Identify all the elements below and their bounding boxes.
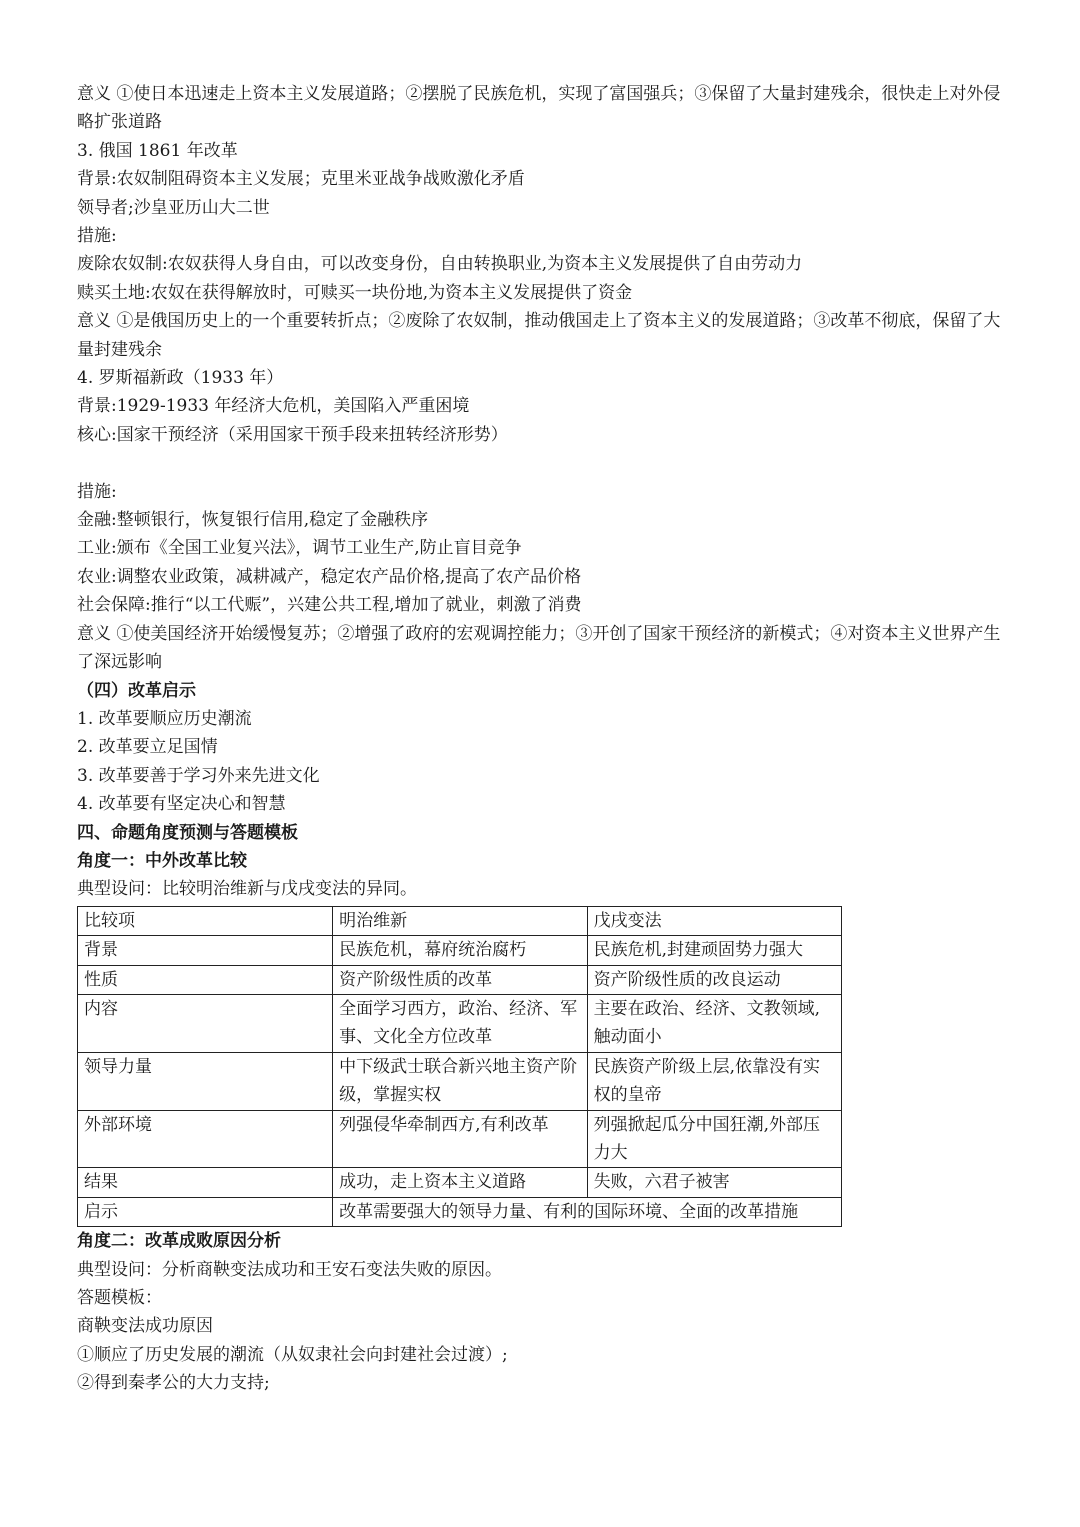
table-row xyxy=(78,965,842,994)
table-row xyxy=(78,1168,842,1197)
japan-significance: 意义 ①使日本迅速走上资本主义发展道路；②摆脱了民族危机，实现了富国强兵；③保留了大量封建残余，很快走上对外侵略扩张道路 xyxy=(77,84,1001,133)
table-cell: 失败，六君子被害 xyxy=(587,1168,841,1197)
angle1-question: 典型设问：比较明治维新与戊戌变法的异同。 xyxy=(77,879,417,900)
table-cell: 性质 xyxy=(78,965,333,994)
table-cell: 启示 xyxy=(78,1197,333,1226)
table-cell: 全面学习西方，政治、经济、军事、文化全方位改革 xyxy=(333,994,587,1052)
table-cell: 列强掀起瓜分中国狂潮,外部压力大 xyxy=(587,1110,841,1168)
table-cell: 领导力量 xyxy=(78,1052,333,1110)
blank-line xyxy=(77,449,1007,477)
table-header-cell: 比较项 xyxy=(78,906,333,935)
new-deal-significance: 意义 ①使美国经济开始缓慢复苏；②增强了政府的宏观调控能力；③开创了国家干预经济的新模式；④对资本主义世界产生了深远影响 xyxy=(77,623,1001,673)
angle2-heading: 角度二：改革成败原因分析 xyxy=(77,1231,281,1252)
new-deal-core: 核心:国家干预经济（采用国家干预手段来扭转经济形势） xyxy=(77,424,508,445)
table-row xyxy=(78,1197,842,1226)
new-deal-social-security: 社会保障:推行“以工代赈”，兴建公共工程,增加了就业，刺激了消费 xyxy=(77,595,582,616)
new-deal-industry: 工业:颁布《全国工业复兴法》，调节工业生产,防止盲目竞争 xyxy=(77,538,522,559)
angle2-question: 典型设问：分析商鞅变法成功和王安石变法失败的原因。 xyxy=(77,1259,502,1280)
section4-item-4: 4. 改革要有坚定决心和智慧 xyxy=(77,794,286,815)
table-row xyxy=(78,994,842,1052)
russia-measures-label: 措施: xyxy=(77,226,117,247)
document-page xyxy=(77,80,1007,1398)
section4-heading: （四）改革启示 xyxy=(77,680,196,701)
shang-yang-success-heading: 商鞅变法成功原因 xyxy=(77,1316,213,1337)
russia-measure-serfdom: 废除农奴制:农奴获得人身自由，可以改变身份，自由转换职业,为资本主义发展提供了自由劳动力 xyxy=(77,254,803,275)
russia-significance: 意义 ①是俄国历史上的一个重要转折点；②废除了农奴制，推动俄国走上了资本主义的发展道路；③改革不彻底，保留了大量封建残余 xyxy=(77,311,1001,360)
new-deal-finance: 金融:整顿银行，恢复银行信用,稳定了金融秩序 xyxy=(77,510,429,531)
table-header-row xyxy=(78,906,842,935)
answer-template-label: 答题模板： xyxy=(77,1288,162,1309)
table-cell: 结果 xyxy=(78,1168,333,1197)
new-deal-background: 背景:1929-1933 年经济大危机，美国陷入严重困境 xyxy=(77,396,470,417)
part4-heading: 四、命题角度预测与答题模板 xyxy=(77,822,298,843)
new-deal-agriculture: 农业:调整农业政策，减耕减产，稳定农产品价格,提高了农产品价格 xyxy=(77,566,582,587)
new-deal-measures-label: 措施: xyxy=(77,481,117,502)
table-cell: 背景 xyxy=(78,936,333,965)
table-cell: 主要在政治、经济、文教领域,触动面小 xyxy=(587,994,841,1052)
table-cell: 民族危机,封建顽固势力强大 xyxy=(587,936,841,965)
table-cell: 外部环境 xyxy=(78,1110,333,1168)
table-cell: 民族危机，幕府统治腐朽 xyxy=(333,936,587,965)
table-cell: 内容 xyxy=(78,994,333,1052)
section4-item-2: 2. 改革要立足国情 xyxy=(77,737,218,758)
russia-leader: 领导者;沙皇亚历山大二世 xyxy=(77,197,270,218)
success-reason-2: ②得到秦孝公的大力支持; xyxy=(77,1373,270,1394)
table-cell: 民族资产阶级上层,依靠没有实权的皇帝 xyxy=(587,1052,841,1110)
comparison-table xyxy=(77,906,842,1227)
table-cell: 列强侵华牵制西方,有利改革 xyxy=(333,1110,587,1168)
success-reason-1: ①顺应了历史发展的潮流（从奴隶社会向封建社会过渡）; xyxy=(77,1344,508,1365)
russia-reform-heading: 3. 俄国 1861 年改革 xyxy=(77,140,238,161)
russia-background: 背景:农奴制阻碍资本主义发展；克里米亚战争战败激化矛盾 xyxy=(77,169,525,190)
table-row xyxy=(78,1110,842,1168)
table-cell: 资产阶级性质的改良运动 xyxy=(587,965,841,994)
table-row xyxy=(78,1052,842,1110)
table-row xyxy=(78,936,842,965)
new-deal-heading: 4. 罗斯福新政（1933 年） xyxy=(77,368,284,389)
table-cell-merged: 改革需要强大的领导力量、有利的国际环境、全面的改革措施 xyxy=(333,1197,842,1226)
russia-measure-land: 赎买土地:农奴在获得解放时，可赎买一块份地,为资本主义发展提供了资金 xyxy=(77,282,633,303)
angle1-heading: 角度一：中外改革比较 xyxy=(77,850,247,871)
table-cell: 中下级武士联合新兴地主资产阶级，掌握实权 xyxy=(333,1052,587,1110)
section4-item-3: 3. 改革要善于学习外来先进文化 xyxy=(77,765,320,786)
table-header-cell: 明治维新 xyxy=(333,906,587,935)
table-cell: 资产阶级性质的改革 xyxy=(333,965,587,994)
table-cell: 成功，走上资本主义道路 xyxy=(333,1168,587,1197)
section4-item-1: 1. 改革要顺应历史潮流 xyxy=(77,708,252,729)
table-header-cell: 戊戌变法 xyxy=(587,906,841,935)
